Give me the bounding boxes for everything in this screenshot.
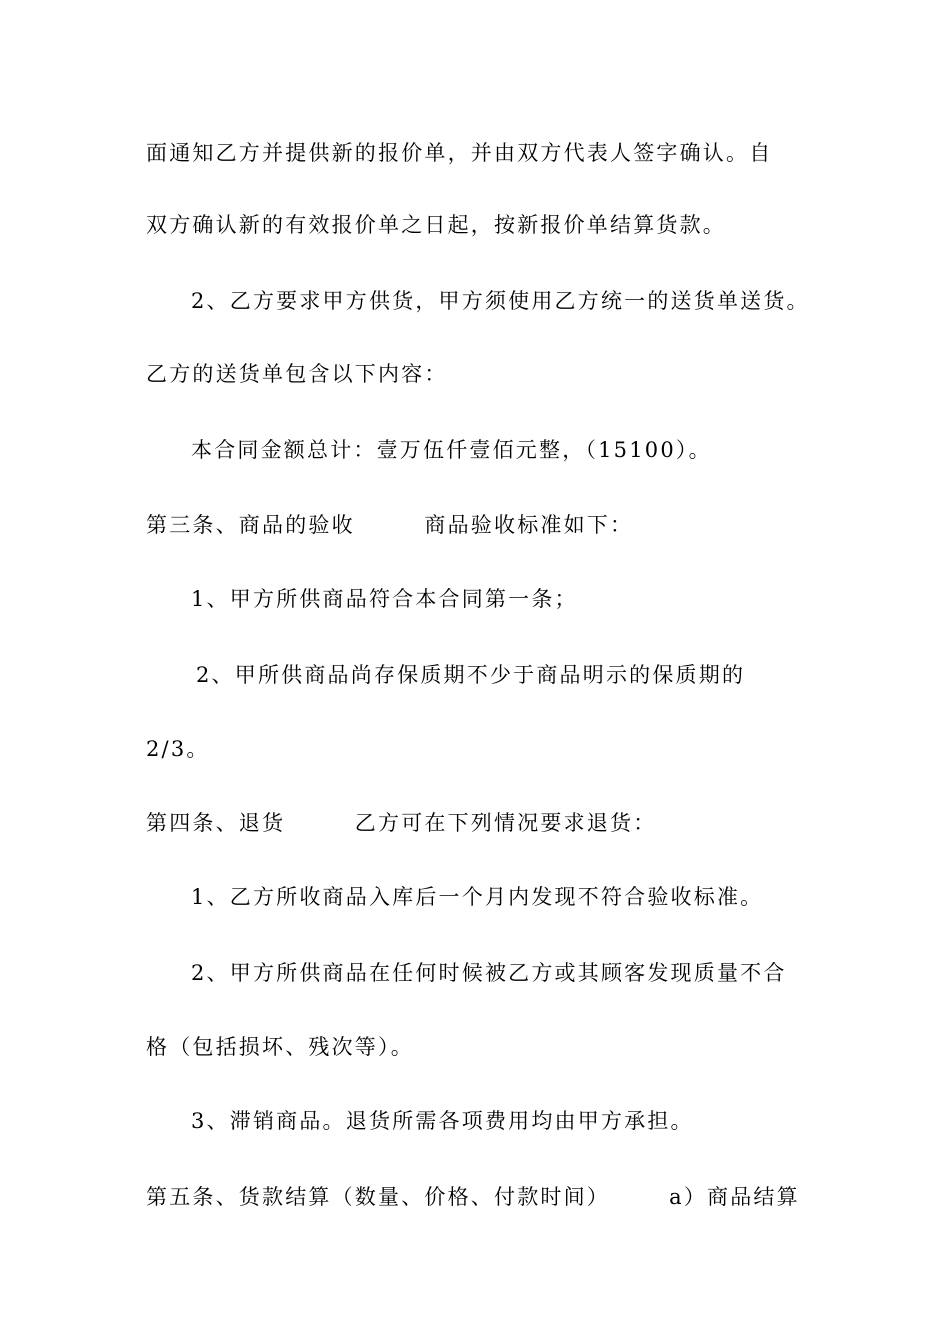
text-line-13: 格（包括损坏、残次等）。	[146, 1035, 414, 1059]
text-line-4: 乙方的送货单包含以下内容：	[146, 362, 448, 386]
section-heading-4: 第四条、退货 乙方可在下列情况要求退货：	[146, 811, 657, 835]
text-line-2: 双方确认新的有效报价单之日起，按新报价单结算货款。	[146, 213, 726, 237]
section-heading-3: 第三条、商品的验收 商品验收标准如下：	[146, 513, 634, 537]
text-line-8: 2、甲所供商品尚存保质期不少于商品明示的保质期的	[196, 663, 746, 687]
text-line-14: 3、滞销商品。退货所需各项费用均由甲方承担。	[191, 1109, 694, 1133]
text-line-1: 面通知乙方并提供新的报价单，并由双方代表人签字确认。自	[146, 141, 773, 165]
text-line-12: 2、甲方所供商品在任何时候被乙方或其顾客发现质量不合	[191, 961, 787, 985]
text-line-5: 本合同金额总计：壹万伍仟壹佰元整，（15100）。	[191, 438, 712, 462]
section-heading-5: 第五条、货款结算（数量、价格、付款时间） a）商品结算	[146, 1185, 800, 1209]
text-line-7: 1、甲方所供商品符合本合同第一条；	[191, 587, 578, 611]
text-line-3: 2、乙方要求甲方供货，甲方须使用乙方统一的送货单送货。	[191, 289, 810, 313]
text-line-9: 2/3。	[146, 737, 210, 761]
text-line-11: 1、乙方所收商品入库后一个月内发现不符合验收标准。	[191, 885, 764, 909]
